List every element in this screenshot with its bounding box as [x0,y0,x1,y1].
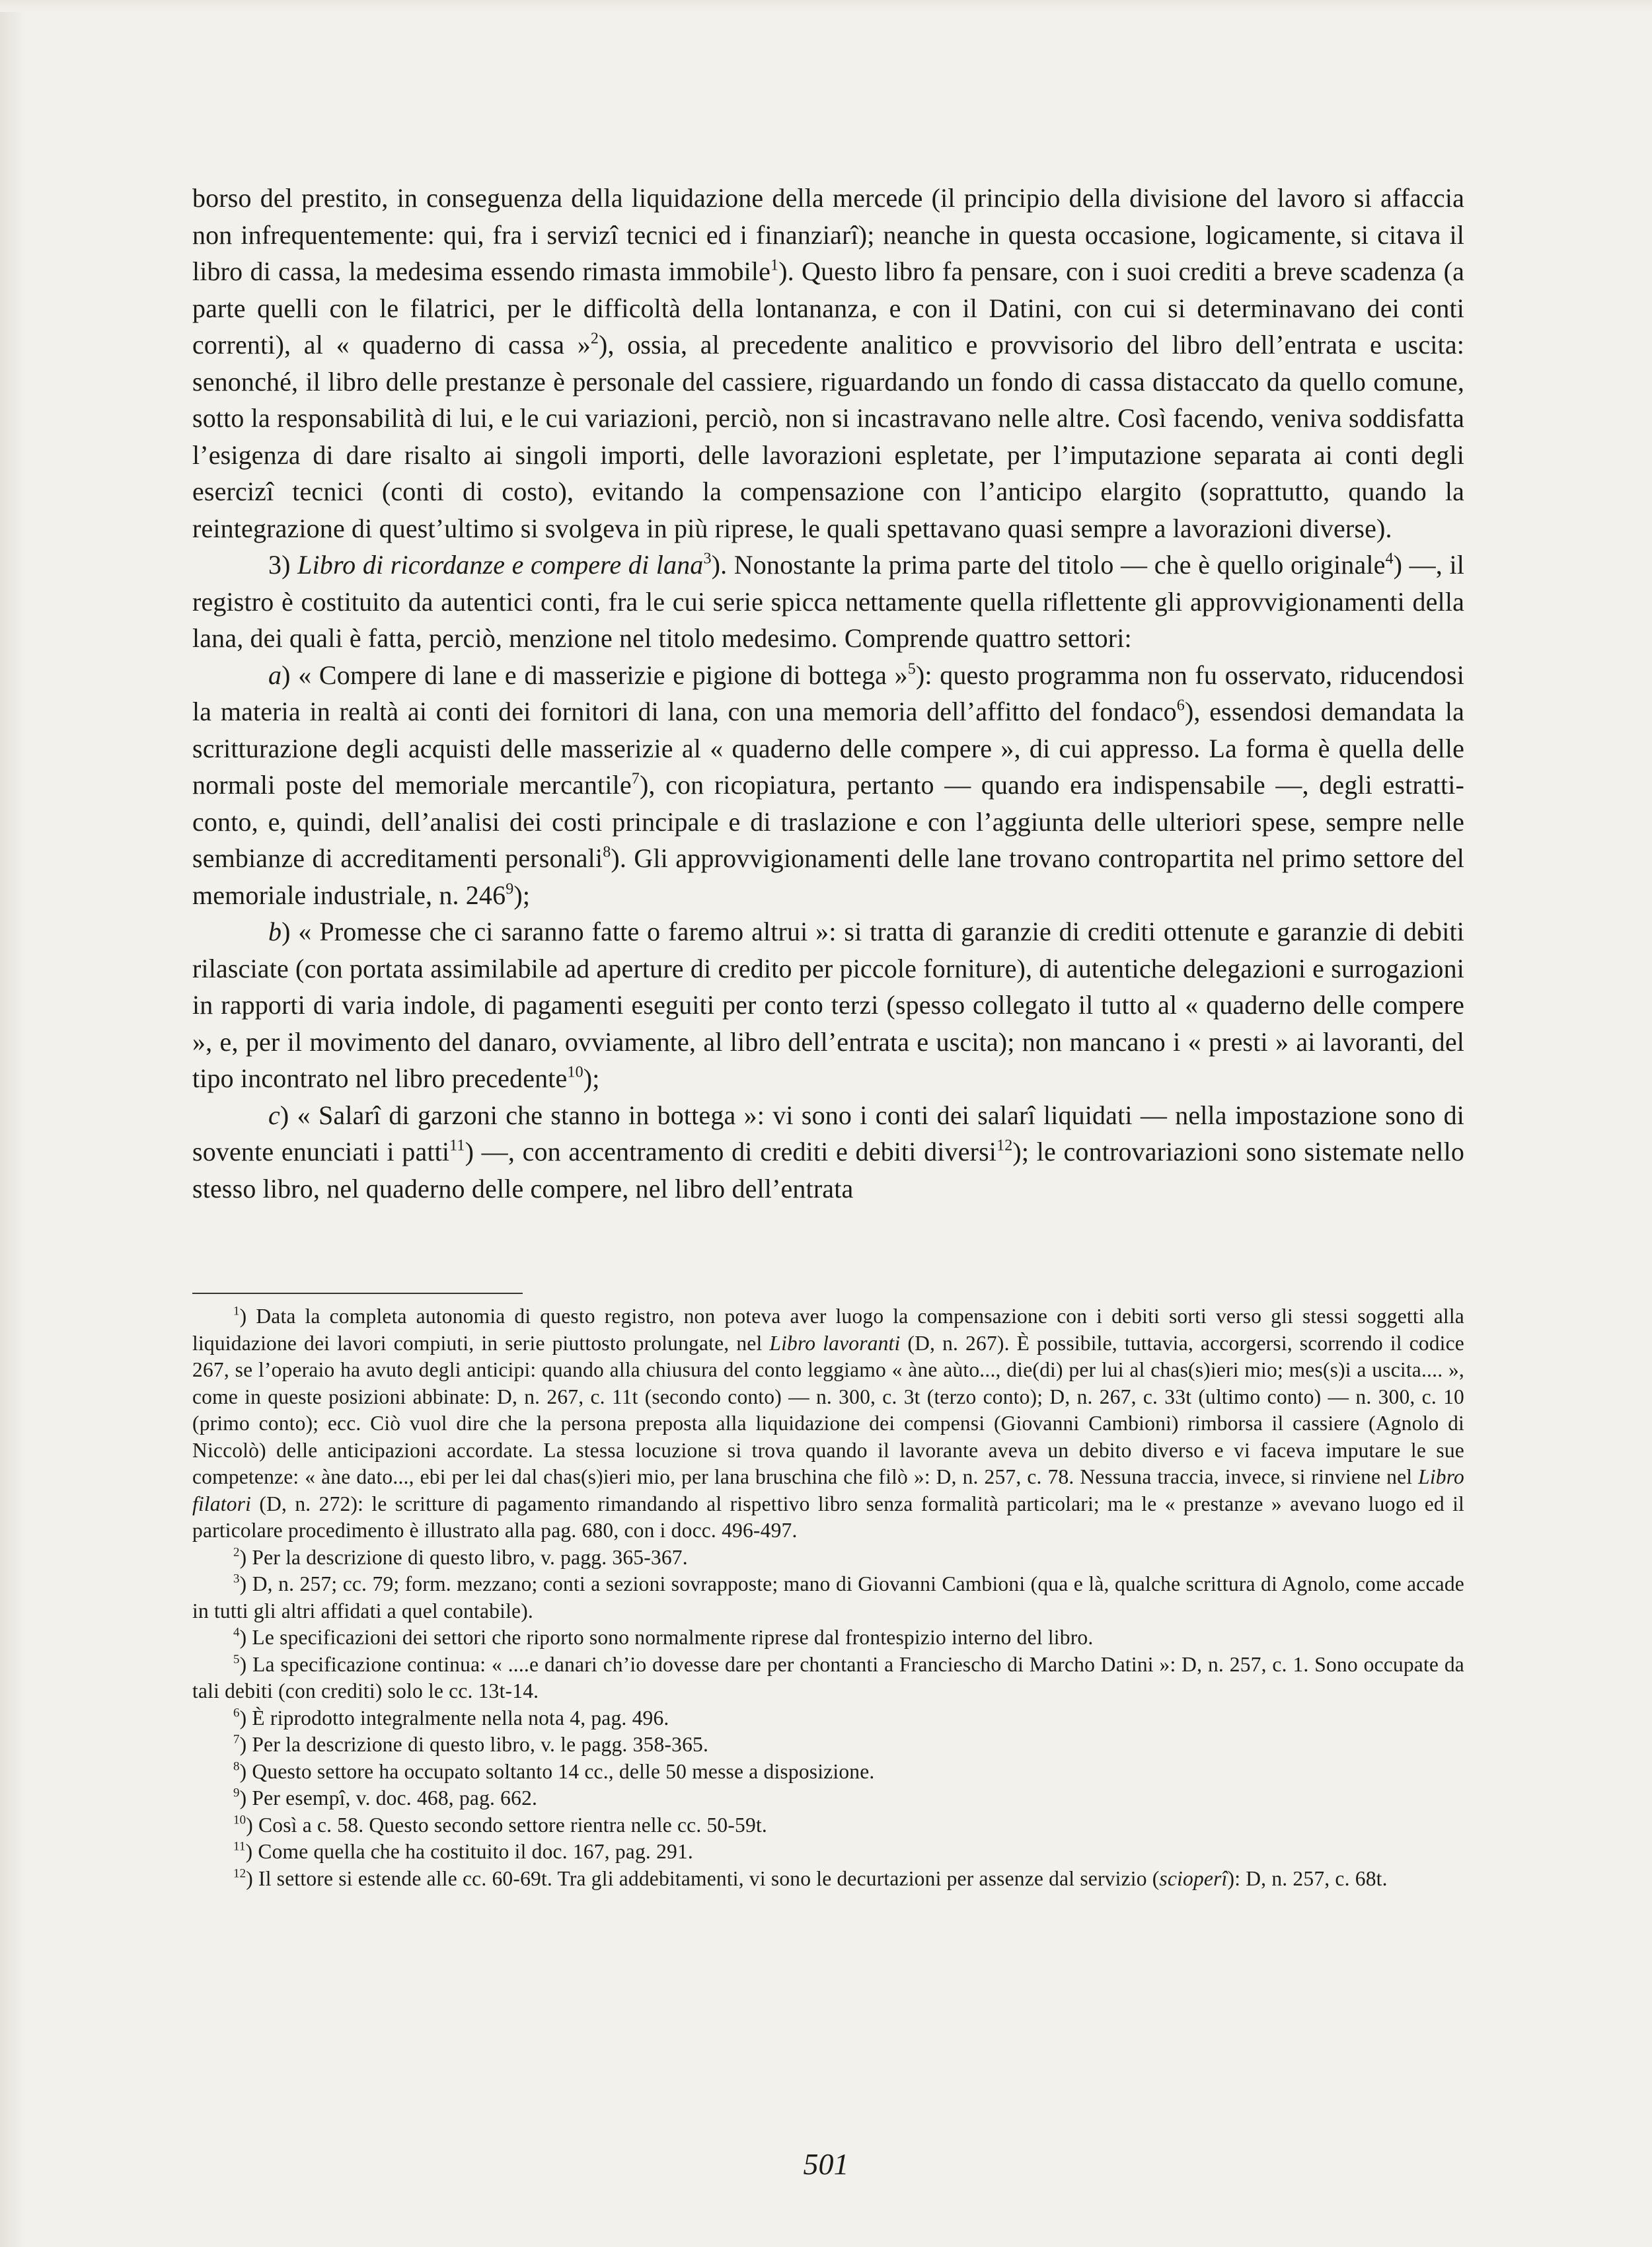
text-run: ) Le specificazioni dei settori che riporto sono normalmente riprese dal frontespizio interno del libro. [239,1626,1094,1649]
footnote-ref[interactable]: 3 [703,550,712,568]
text-run: (D, n. 272): le scritture di pagamento rimandando al rispettivo libro senza formalità particolari; ma le « prestanze » avevano luogo ed il particolare procedimento è illustrato alla pag. 680, con i docc. 496-497. [192,1492,1464,1542]
text-run: ). Nonostante la prima parte del titolo — che è quello originale [711,550,1386,580]
book-title: Libro filatori [192,1465,1464,1515]
text-run: ) Per esempî, v. doc. 468, pag. 662. [239,1786,538,1809]
text-run: ) Questo settore ha occupato soltanto 14 cc., delle 50 messe a disposizione. [239,1759,875,1783]
paragraph-sector-c [192,1097,1464,1207]
footnote-3 [192,1571,1464,1624]
footnote-ref[interactable]: 4 [1385,550,1394,568]
text-run: borso del prestito, in conseguenza della liquidazione della mercede (il principio della divisione del lavoro si affaccia non infrequentemente: qui, fra i servizî tecnici ed i finanziarî); neanche in questa occasione, logicamente, si citava il libro di cassa, la medesima essendo rimasta immobile [192,183,1464,286]
footnote-12 [192,1866,1464,1893]
section-number: 3) [268,550,298,580]
text-run: ) Come quella che ha costituito il doc. 167, pag. 291. [245,1840,693,1863]
footnote-10 [192,1812,1464,1839]
page-number: 501 [803,2147,849,2181]
text-run: ) Data la completa autonomia di questo registro, non poteva aver luogo la compensazione con i debiti sorti verso gli stessi soggetti alla liquidazione dei lavori compiuti, in serie piuttosto prolungate, nel [192,1305,1464,1355]
footnote-ref[interactable]: 11 [449,1137,465,1155]
text-run: ); le controvariazioni sono sistemate nello stesso libro, nel quaderno delle compere, nel libro dell’entrata [192,1137,1464,1203]
footnotes [192,1303,1464,1892]
text-run: ) È riprodotto integralmente nella nota 4, pag. 496. [239,1706,669,1730]
book-title: Libro lavoranti [769,1331,901,1355]
footnote-marker: 1 [233,1304,240,1318]
footnote-11 [192,1839,1464,1866]
main-text [192,180,1464,1207]
text-run: ) D, n. 257; cc. 79; form. mezzano; conti a sezioni sovrapposte; mano di Giovanni Cambioni (qua e là, qualche scrittura di Agnolo, come accade in tutti gli altri affidati a quel contabile). [192,1572,1464,1622]
text-run: ) Per la descrizione di questo libro, v. le pagg. 358-365. [239,1733,709,1756]
footnote-marker: 5 [233,1652,240,1667]
footnote-marker: 9 [233,1786,240,1800]
footnote-ref[interactable]: 9 [506,880,514,897]
footnote-ref[interactable]: 1 [770,256,779,274]
italic-term: scioperî [1159,1866,1228,1890]
footnote-2 [192,1544,1464,1572]
footnote-marker: 2 [233,1545,240,1560]
text-run: ) Così a c. 58. Questo secondo settore rientra nelle cc. 50-59t. [246,1813,767,1837]
footnote-ref[interactable]: 5 [907,660,916,677]
footnote-marker: 6 [233,1706,240,1720]
text-run: ) Per la descrizione di questo libro, v. pagg. 365-367. [239,1545,688,1569]
text-run: ); [583,1063,600,1093]
footnote-marker: 4 [233,1625,240,1640]
footnote-6 [192,1705,1464,1732]
text-run: (D, n. 267). È possibile, tuttavia, accorgersi, scorrendo il codice 267, se l’operaio ha avuto degli anticipi: quando alla chiusura del conto leggiamo « àne aùto..., die(di) per lui al chas(s)ieri mio; mes(s)i a uscita.... », come in queste posizioni abbinate: D, n. 267, c. 11t (secondo conto) — n. 300, c. 3t (terzo conto); D, n. 267, c. 33t (ultimo conto) — n. 300, c. 10 (primo conto); ecc. Ciò vuol dire che la persona preposta alla liquidazione dei compensi (Giovanni Cambioni) rimborsa il cassiere (Agnolo di Niccolò) delle anticipazioni accordate. La stessa locuzione si trova quando il lavorante aveva un debito diverso e vi faceva imputare le sue competenze: « àne dato..., ebi per lei dal chas(s)ieri mio, per lana bruschina che filò »: D, n. 257, c. 78. Nessuna traccia, invece, si rinviene nel [192,1331,1464,1488]
footnote-ref[interactable]: 12 [996,1137,1013,1155]
text-run: ), essendosi demandata la scritturazione degli acquisti delle masserizie al « quaderno delle compere », di cui appresso. La forma è quella delle normali poste del memoriale mercantile [192,697,1464,800]
page-top-shadow [0,0,1652,12]
text-run: ). Questo libro fa pensare, con i suoi crediti a breve scadenza (a parte quelli con le filatrici, per le difficoltà della lontananza, e con il Datini, con cui si determinavano dei conti correnti), al « quaderno di cassa » [192,256,1464,360]
book-title: Libro di ricordanze e compere di lana [297,550,704,580]
footnote-marker: 7 [233,1732,240,1747]
text-run: ) —, con accentramento di crediti e debiti diversi [465,1137,997,1166]
paragraph-1 [192,180,1464,547]
paragraph-sector-a [192,657,1464,914]
text-run: ) « Salarî di garzoni che stanno in bottega »: vi sono i conti dei salarî liquidati — nella impostazione sono di sovente enunciati i patti [192,1100,1464,1166]
text-run: ): D, n. 257, c. 68t. [1227,1866,1388,1890]
footnote-ref[interactable]: 6 [1176,697,1185,714]
text-run: ) Il settore si estende alle cc. 60-69t. Tra gli addebitamenti, vi sono le decurtazioni per assenze dal servizio ( [246,1866,1160,1890]
text-run: ) —, il registro è costituito da autentici conti, fra le cui serie spicca nettamente quella riflettente gli approvvigionamenti della lana, dei quali è fatta, perciò, menzione nel titolo medesimo. Comprende quattro settori: [192,550,1464,653]
footnote-marker: 12 [233,1866,246,1881]
footnote-9 [192,1785,1464,1812]
footnote-7 [192,1732,1464,1759]
sector-label: b [268,917,282,946]
text-run: ) La specificazione continua: « ....e danari ch’io dovesse dare per chontanti a Francieschо di Marcho Datini »: D, n. 257, c. 1. Sono occupate da tali debiti (con crediti) solo le cc. 13t-14. [192,1652,1464,1702]
text-run: ). Gli approvvigionamenti delle lane trovano contropartita nel primo settore del memoriale industriale, n. 246 [192,843,1464,910]
footnote-marker: 10 [233,1813,246,1827]
text-run: ), con ricopiatura, pertanto — quando era indispensabile —, degli estratti-conto, e, quindi, dell’analisi dei costi principale e di traslazione e con l’aggiunta delle ulteriori spese, sempre nelle sembianze di accreditamenti personali [192,770,1464,873]
footnote-separator [192,1293,523,1294]
text-run: ): questo programma non fu osservato, riducendosi la materia in realtà ai conti dei fornitori di lana, con una memoria dell’affitto del fondaco [192,660,1464,726]
footnote-8 [192,1759,1464,1786]
footnote-marker: 8 [233,1759,240,1774]
footnote-marker: 11 [233,1839,246,1854]
page-edge-shadow [0,0,25,2247]
paragraph-section-3 [192,547,1464,657]
text-run: ); [513,880,531,910]
footnote-ref[interactable]: 8 [603,843,611,861]
sector-label: a [268,660,282,690]
text-run: ) « Compere di lane e di masserizie e pigione di bottega » [282,660,908,690]
text-run: ) « Promesse che ci saranno fatte o faremo altrui »: si tratta di garanzie di crediti ottenute e garanzie di debiti rilasciate (con portata assimilabile ad aperture di credito per piccole forniture), di autentiche delegazioni e surrogazioni in rapporti di varia indole, di pagamenti eseguiti per conto terzi (spesso collegato il tutto al « quaderno delle compere », e, per il movimento del danaro, ovviamente, al libro dell’entrata e uscita); non mancano i « presti » ai lavoranti, del tipo incontrato nel libro precedente [192,917,1464,1093]
footnote-ref[interactable]: 10 [567,1063,583,1081]
footnote-1 [192,1303,1464,1544]
text-run: ), ossia, al precedente analitico e provvisorio del libro dell’entrata e uscita: senonché, il libro delle prestanze è personale del cassiere, riguardando un fondo di cassa distaccato da quello comune, sotto la responsabilità di lui, e le cui variazioni, perciò, non si incastravano nelle altre. Così facendo, veniva soddisfatta l’esigenza di dare risalto ai singoli importi, delle lavorazioni espletate, per l’imputazione separata ai conti degli esercizî tecnici (conti di costo), evitando la compensazione con l’anticipo elargito (soprattutto, quando la reintegrazione di quest’ultimo si svolgeva in più riprese, le quali spettavano quasi sempre a lavorazioni diverse). [192,330,1464,543]
footnote-4 [192,1624,1464,1652]
footnote-marker: 3 [233,1572,240,1586]
sector-label: c [268,1100,280,1130]
footnote-ref[interactable]: 7 [631,770,640,788]
footnote-ref[interactable]: 2 [590,330,599,348]
footnote-5 [192,1652,1464,1705]
paragraph-sector-b [192,913,1464,1097]
